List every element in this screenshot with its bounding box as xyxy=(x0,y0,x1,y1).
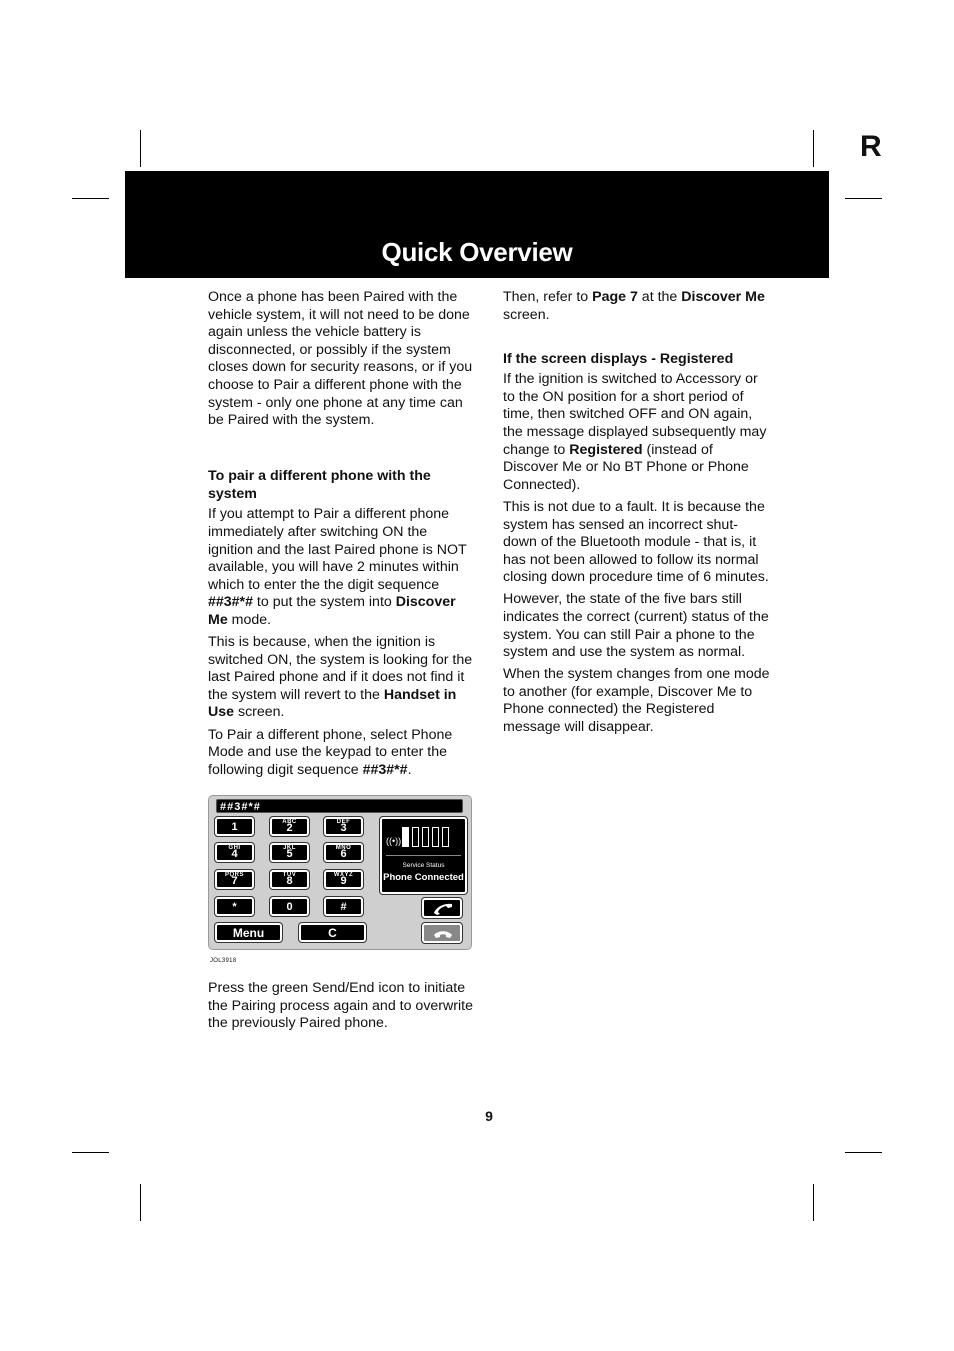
crop-mark xyxy=(845,1152,882,1153)
paragraph: To Pair a different phone, select Phone Mode and use the keypad to enter the following digit sequence ##3#*#. xyxy=(208,726,453,778)
signal-bar xyxy=(442,827,449,847)
phone-icon xyxy=(432,902,454,916)
crop-mark xyxy=(140,1184,141,1221)
paragraph: If the ignition is switched to Accessory or to the ON position for a short period of time, then switched OFF and ON again, the message displayed subsequently may change to Registered (instead of Discover Me or No BT Phone or Phone Connected). xyxy=(503,371,767,493)
key-0[interactable]: 0 xyxy=(270,897,309,916)
status-value: Phone Connected xyxy=(383,872,464,884)
key-9[interactable]: WXYZ 9 xyxy=(324,870,363,889)
key-3[interactable]: DEF 3 xyxy=(324,817,363,836)
paragraph: However, the state of the five bars still indicates the correct (current) status of the system. You can still Pair a phone to the system and use the system as normal. xyxy=(503,591,769,661)
signal-bar xyxy=(412,827,419,847)
keypad-figure xyxy=(208,795,472,950)
intro-paragraph: Once a phone has been Paired with the vehicle system, it will not need to be done again unless the vehicle battery is disconnected, or possibly if the system closes down for security reasons, or if you choose to Pair a different phone with the system - only one phone at any time can be Paired with the system. xyxy=(208,289,473,429)
paragraph: When the system changes from one mode to another (for example, Discover Me to Phone connected) the Registered message will disappear. xyxy=(503,666,770,736)
crop-mark xyxy=(72,198,109,199)
section-letter: R xyxy=(860,130,882,163)
header-band xyxy=(125,171,829,278)
signal-bar xyxy=(422,827,429,847)
signal-bar xyxy=(432,827,439,847)
key-7[interactable]: PQRS 7 xyxy=(215,870,254,889)
crop-mark xyxy=(845,198,882,199)
crop-mark xyxy=(72,1152,109,1153)
left-column xyxy=(208,289,474,1037)
key-4[interactable]: GHI 4 xyxy=(215,843,254,862)
key-5[interactable]: JKL 5 xyxy=(270,843,309,862)
paragraph: Then, refer to Page 7 at the Discover Me screen. xyxy=(503,289,765,323)
crop-mark xyxy=(140,130,141,167)
hang-up-icon xyxy=(432,927,454,941)
crop-mark xyxy=(813,1184,814,1221)
paragraph: This is not due to a fault. It is because the system has sensed an incorrect shut-down of the Bluetooth module - that is, it has not been allowed to follow its normal closing down procedure time of 6 minutes. xyxy=(503,498,769,586)
page-title: Quick Overview xyxy=(381,237,573,267)
antenna-icon: ((•)) xyxy=(386,836,402,847)
figure-code: JOL3918 xyxy=(210,958,237,965)
clear-button[interactable]: C xyxy=(299,923,366,942)
crop-mark xyxy=(813,130,814,167)
signal-bar xyxy=(402,827,409,847)
key-2[interactable]: ABC 2 xyxy=(270,817,309,836)
key-hash[interactable]: # xyxy=(324,897,363,916)
right-column xyxy=(503,289,771,741)
send-button[interactable] xyxy=(422,898,462,918)
paragraph: If you attempt to Pair a different phone immediately after switching ON the ignition and the last Paired phone is NOT available, you will have 2 minutes within which to enter the the digit sequence ##3#*# to put the system into Discover Me mode. xyxy=(208,506,467,628)
end-button[interactable] xyxy=(422,923,462,943)
key-1[interactable]: 1 xyxy=(215,817,254,836)
key-8[interactable]: TUV 8 xyxy=(270,870,309,889)
menu-button[interactable]: Menu xyxy=(215,923,282,942)
section-heading: To pair a different phone with the system xyxy=(208,468,431,502)
section-heading: If the screen displays - Registered xyxy=(503,350,734,367)
key-6[interactable]: MNO 6 xyxy=(324,843,363,862)
status-panel xyxy=(380,817,467,894)
status-label: Service Status xyxy=(402,862,445,870)
paragraph: This is because, when the ignition is switched ON, the system is looking for the last Paired phone and if it does not find it the system will revert to the Handset in Use screen. xyxy=(208,634,473,721)
keypad-display: ##3#*# xyxy=(216,799,463,813)
paragraph: Press the green Send/End icon to initiate the Pairing process again and to overwrite the previously Paired phone. xyxy=(208,979,473,1032)
page-number: 9 xyxy=(485,1108,493,1124)
key-star[interactable]: * xyxy=(215,897,254,916)
